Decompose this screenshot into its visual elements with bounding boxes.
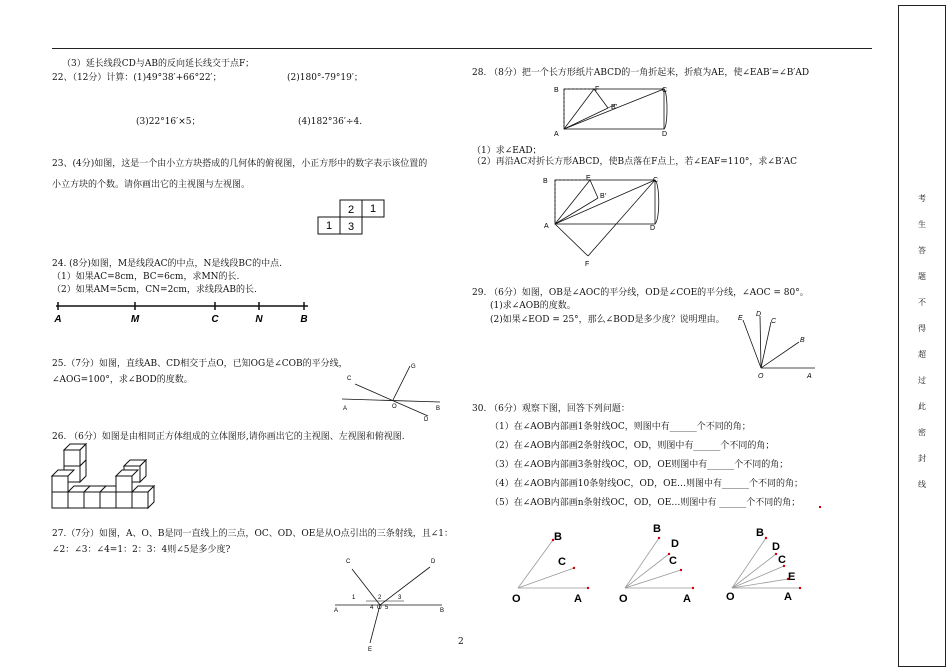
q24-line1: 24. (8分)如图，M是线段AC的中点，N是线段BC的中点.: [52, 259, 282, 269]
q30-item: （5）在∠AOB内部画n条射线OC，OD，OE…则图中有 ______个不同的角；: [490, 498, 801, 508]
q29-line1: 29. （6分）如图，OB是∠AOC的平分线，OD是∠COE的平分线，∠AOC = 80°。: [472, 288, 809, 298]
ray-label: C: [346, 559, 351, 565]
ray-label: D: [756, 311, 762, 318]
q30-head: 30. （6分）观察下图，回答下列问题：: [472, 404, 630, 414]
q30-angle-figure-3: [722, 524, 817, 608]
angle-label: 2: [378, 595, 382, 601]
ray-label: B: [800, 337, 805, 344]
ray-label: B: [554, 531, 562, 543]
cell-label: 1: [325, 220, 333, 232]
q30-item: （3）在∠AOB内部画3条射线OC，OD，OE则图中有______个不同的角；: [490, 460, 789, 470]
ray-label: E: [738, 315, 743, 322]
cell-label: 3: [347, 221, 355, 233]
sidebar-char: 不: [918, 298, 926, 307]
page-number: 2: [458, 637, 464, 647]
q29-part1: (1)求∠AOB的度数。: [490, 301, 576, 311]
q28-fold-figure-1: [550, 82, 675, 140]
ray-label: A: [807, 373, 812, 380]
point-label: C: [662, 87, 668, 94]
point-label: B: [300, 314, 308, 325]
point-label: M: [130, 314, 140, 325]
sidebar-char: 封: [918, 454, 926, 463]
q23-top-view-figure: [318, 198, 388, 238]
ray-label: C: [778, 554, 786, 566]
ray-label: D: [772, 541, 780, 553]
sidebar-char: 超: [918, 350, 926, 359]
point-label: B: [554, 87, 559, 94]
angle-label: 1: [352, 595, 356, 601]
q30-angle-figure-1: [508, 528, 598, 608]
ray-label: B: [440, 608, 445, 614]
ray-label: A: [784, 591, 792, 603]
q27-line1: 27.（7分）如图，A、O、B是同一直线上的三点，OC、OD、OE是从O点引出的三条射线，且∠1：: [52, 529, 453, 539]
seal-sidebar: [898, 5, 946, 667]
sidebar-char: 答: [918, 246, 926, 255]
q26-line1: 26. （6分）如图是由相同正方体组成的立体图形,请你画出它的主视图、左视图和俯视图.: [52, 432, 405, 442]
point-label: O: [619, 593, 628, 605]
q25-intersecting-lines-figure: [340, 358, 450, 423]
point-label: C: [211, 314, 219, 325]
q30-item: （2）在∠AOB内部画2条射线OC，OD，则图中有______个不同的角；: [490, 441, 775, 451]
stray-mark: [819, 506, 821, 508]
point-label: C: [653, 177, 659, 184]
q23-line1: 23、(4分)如图，这是一个由小立方块搭成的几何体的俯视图，小正方形中的数字表示该位置的: [52, 159, 428, 169]
point-label: B: [543, 178, 548, 185]
line-label: D: [424, 417, 429, 423]
ray-label: B: [653, 523, 661, 535]
ray-label: E: [788, 571, 796, 583]
q24-line2: （1）如果AC=8cm，BC=6cm，求MN的长.: [52, 272, 240, 282]
sidebar-char: 题: [918, 272, 926, 281]
ray-label: C: [771, 318, 777, 325]
q23-line2: 小立方块的个数。请你画出它的主视图与左视图。: [52, 180, 251, 190]
q21-part3: （3）延长线段CD与AB的反向延长线交于点F；: [62, 59, 255, 69]
point-label: O: [758, 373, 764, 380]
point-label: N: [255, 314, 263, 325]
ray-label: A: [683, 593, 691, 605]
line-label: A: [343, 406, 348, 412]
point-label: O: [392, 404, 397, 410]
point-label: E: [586, 175, 591, 182]
point-label: A: [54, 314, 62, 325]
q30-angle-figure-2: [613, 520, 708, 608]
point-label: D: [650, 225, 656, 232]
q27-line2: ∠2：∠3：∠4=1：2：3：4则∠5是多少度?: [52, 545, 231, 555]
point-label: F: [595, 86, 600, 93]
q24-segment-figure: [52, 300, 312, 326]
angle-label: 3: [398, 595, 402, 601]
cell-label: 1: [369, 203, 377, 215]
q27-rays-figure: [330, 555, 455, 655]
sidebar-char: 考: [918, 194, 926, 203]
ray-label: E: [368, 647, 373, 653]
q28-part2: （2）再沿AC对折长方形ABCD，使B点落在F点上，若∠EAF=110°，求∠B′AC: [472, 157, 798, 167]
sidebar-char: 此: [918, 402, 926, 411]
ray-label: C: [669, 555, 677, 567]
point-label: O: [377, 605, 382, 611]
ray-label: B: [756, 527, 764, 539]
q25-line1: 25.（7分）如图，直线AB、CD相交于点O，已知OG是∠COB的平分线，: [52, 359, 348, 369]
q24-line3: （2）如果AM=5cm，CN=2cm，求线段AB的长.: [52, 285, 257, 295]
q26-cube-stack-figure: [52, 444, 162, 516]
q22-part3: (3)22°16′×5；: [136, 117, 201, 127]
sidebar-char: 过: [918, 376, 926, 385]
point-label: F: [585, 261, 590, 268]
line-label: C: [347, 376, 352, 382]
q29-part2: (2)如果∠EOD = 25°，那么∠BOD是多少度？说明理由。: [490, 315, 725, 325]
sidebar-char: 得: [918, 324, 926, 333]
line-label: B: [436, 406, 441, 412]
q25-line2: ∠AOG=100°，求∠BOD的度数。: [52, 375, 193, 385]
q28-part1: （1）求∠EAD；: [472, 146, 542, 156]
point-label: B′: [611, 104, 617, 111]
q22-head: 22、（12分）计算：(1)49°38′+66°22′；: [52, 73, 222, 83]
q29-bisector-figure: [733, 308, 823, 383]
ray-label: D: [671, 538, 679, 550]
q22-part2: (2)180°-79°19′；: [287, 73, 363, 83]
ray-label: D: [431, 559, 436, 565]
q28-line1: 28. （8分）把一个长方形纸片ABCD的一角折起来，折痕为AE，使∠EAB′=∠B′AD: [472, 68, 810, 78]
sidebar-char: 生: [918, 220, 926, 229]
point-label: O: [512, 593, 521, 605]
point-label: D: [662, 131, 668, 138]
line-label: G: [411, 364, 416, 370]
point-label: A: [544, 223, 549, 230]
ray-label: A: [334, 608, 339, 614]
sidebar-char: 线: [918, 480, 926, 489]
q30-item: （4）在∠AOB内部画10条射线OC，OD，OE…则图中有______个不同的角；: [490, 479, 804, 489]
angle-label: 4: [370, 605, 374, 611]
q22-part4: (4)182°36′÷4.: [298, 117, 363, 127]
cell-label: 2: [347, 204, 355, 216]
ray-label: A: [574, 593, 582, 605]
sidebar-char: 密: [918, 428, 926, 437]
q30-item: （1）在∠AOB内部画1条射线OC，则图中有______个不同的角；: [490, 422, 751, 432]
angle-label: 5: [385, 605, 389, 611]
point-label: O: [726, 591, 735, 603]
q28-fold-figure-2: [540, 172, 670, 272]
point-label: A: [554, 131, 559, 138]
top-rule: [52, 48, 872, 49]
ray-label: C: [558, 556, 566, 568]
point-label: B′: [600, 193, 606, 200]
